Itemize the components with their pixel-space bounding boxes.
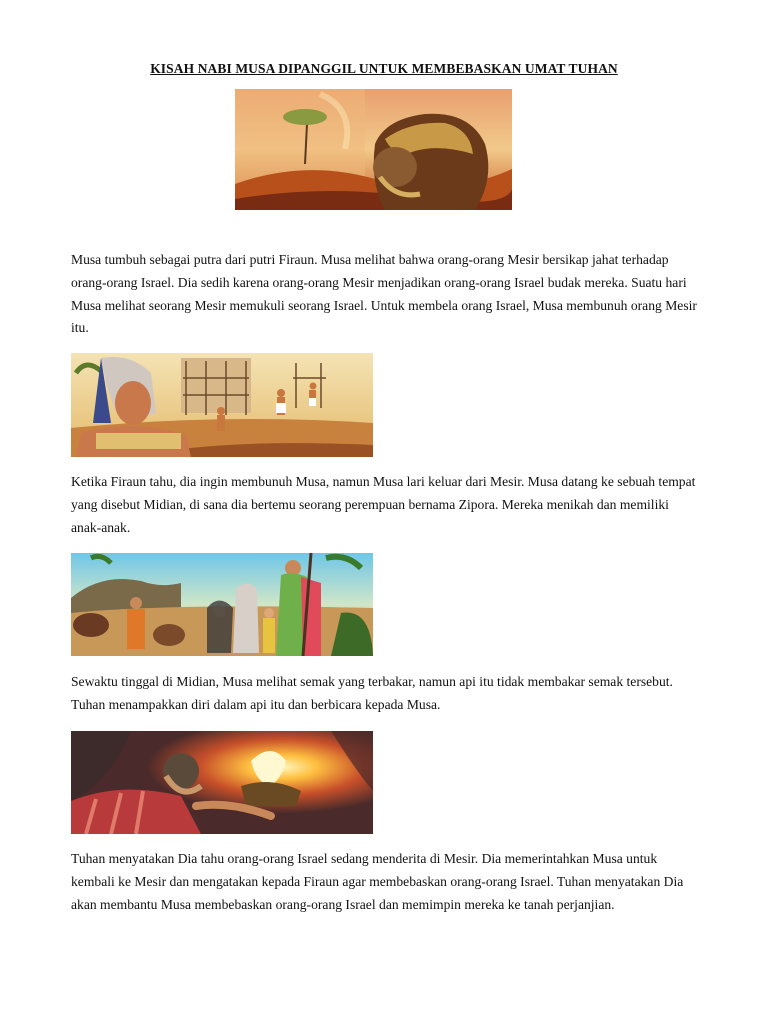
paragraph-3: Sewaktu tinggal di Midian, Musa melihat semak yang terbakar, namun api itu tidak membakar semak tersebut. Tuhan menampakkan diri dalam api itu dan berbicara kepada Musa. xyxy=(71,674,673,712)
illustration-burning-bush xyxy=(71,731,373,834)
document-title: KISAH NABI MUSA DIPANGGIL UNTUK MEMBEBASKAN UMAT TUHAN xyxy=(150,61,618,76)
paragraph-1: Musa tumbuh sebagai putra dari putri Firaun. Musa melihat bahwa orang-orang Mesir bersikap jahat terhadap orang-orang Israel. Dia sedih karena orang-orang Mesir menjadikan orang-orang Israel budak mereka. Suatu hari Musa melihat seorang Mesir memukuli seorang Israel. Untuk membela orang Israel, Musa membunuh orang Mesir itu. xyxy=(71,252,697,336)
paragraph-4: Tuhan menyatakan Dia tahu orang-orang Israel sedang menderita di Mesir. Dia memerintahkan Musa untuk kembali ke Mesir dan mengatakan kepada Firaun agar membebaskan orang-orang Israel. Tuhan menyatakan Dia akan membantu Musa membebaskan orang-orang Israel dan memimpin mereka ke tanah perjanjian. xyxy=(71,851,684,912)
illustration-midian-family xyxy=(71,553,373,656)
paragraph-2: Ketika Firaun tahu, dia ingin membunuh Musa, namun Musa lari keluar dari Mesir. Musa datang ke sebuah tempat yang disebut Midian, di sana dia bertemu seorang perempuan bernama Zipora. Mereka menikah dan memiliki anak-anak. xyxy=(71,474,696,535)
illustration-moses-kneeling xyxy=(235,89,512,210)
illustration-egyptian-overseer xyxy=(71,353,373,457)
